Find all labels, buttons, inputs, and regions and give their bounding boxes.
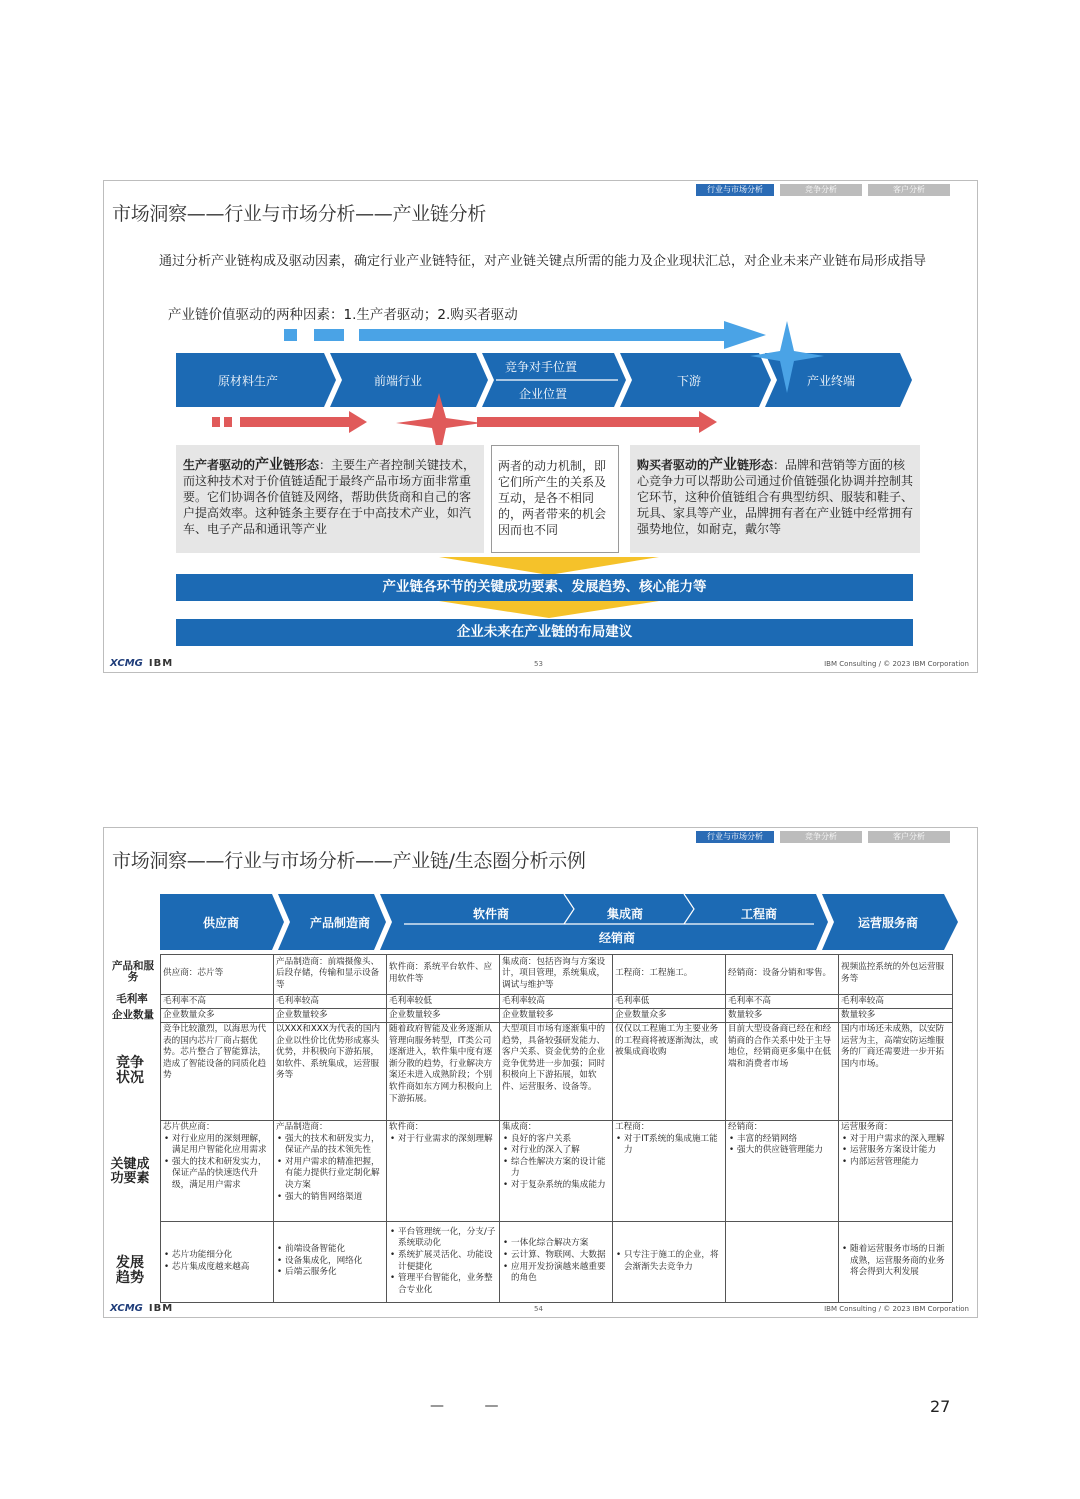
ksf-list bbox=[841, 1134, 949, 1169]
trend-item: • 芯片集成度越来越高 bbox=[163, 1262, 249, 1274]
header-software: 软件商 bbox=[473, 907, 510, 921]
trend-list bbox=[276, 1244, 362, 1279]
cell-count-4 bbox=[613, 1009, 724, 1021]
chain-company-position: 企业位置 bbox=[519, 387, 568, 401]
grid-vline bbox=[952, 954, 953, 1302]
xcmg-logo-text: XCMG bbox=[110, 658, 143, 669]
document-page-number: 27 bbox=[930, 1397, 951, 1416]
red-dash-2 bbox=[224, 417, 232, 427]
ksf-item: • 强大的销售网络渠道 bbox=[276, 1192, 383, 1204]
trend-item: • 一体化综合解决方案 bbox=[502, 1238, 609, 1250]
document-footer-dash: — — bbox=[430, 1398, 517, 1414]
cell-ksf-5-text: 经销商： bbox=[728, 1122, 763, 1132]
row-label-trends: 发展趋势 bbox=[116, 1255, 144, 1286]
header-manufacturer: 产品制造商 bbox=[310, 916, 371, 930]
ksf-list bbox=[389, 1134, 496, 1146]
producer-arrow-right bbox=[477, 411, 717, 433]
cell-ksf-0 bbox=[161, 1121, 272, 1220]
ksf-item: • 对行业应用的深刻理解，满足用户智能化应用需求 bbox=[163, 1134, 270, 1157]
ksf-item: • 对于用户需求的深入理解 bbox=[841, 1134, 949, 1146]
trend-list bbox=[389, 1227, 496, 1297]
cell-margin-1 bbox=[274, 995, 385, 1007]
ksf-item: • 对于IT系统的集成施工能力 bbox=[615, 1134, 722, 1157]
cell-ksf-6-text: 运营服务商： bbox=[841, 1122, 893, 1132]
tab-competition[interactable]: 竞争分析 bbox=[780, 831, 862, 843]
trend-item: • 随着运营服务市场的日渐成熟，运营服务商的业务将会得到大利发展 bbox=[841, 1244, 949, 1279]
ksf-list bbox=[276, 1134, 383, 1204]
ksf-item: • 对用户需求的精准把握，有能力提供行业定制化解决方案 bbox=[276, 1157, 383, 1192]
tab-industry-market[interactable]: 行业与市场分析 bbox=[696, 184, 774, 196]
slide-ecosystem-example bbox=[103, 827, 978, 1318]
cell-competition-2 bbox=[387, 1023, 498, 1119]
cell-ksf-6 bbox=[839, 1121, 951, 1220]
ksf-item: • 强大的技术和研发实力，保证产品的技术领先性 bbox=[276, 1134, 383, 1157]
cell-count-0 bbox=[161, 1009, 272, 1021]
funnel-2 bbox=[439, 601, 659, 618]
cell-competition-0-text: 竞争比较激烈，以海思为代表的国内芯片厂商占据优势。芯片整合了智能算法，造成了智能设备的同质化趋势 bbox=[163, 1024, 267, 1081]
cell-products-4-text: 工程商：工程施工。 bbox=[615, 968, 693, 979]
producer-title-a: 生产者驱动的 bbox=[183, 458, 256, 472]
cell-count-6-text: 数量较多 bbox=[841, 1010, 876, 1020]
cell-products-4 bbox=[613, 955, 724, 993]
cell-trend-3 bbox=[500, 1222, 611, 1301]
cell-competition-0 bbox=[161, 1023, 272, 1119]
cell-count-3-text: 企业数量较多 bbox=[502, 1010, 554, 1020]
chain-downstream: 下游 bbox=[677, 374, 702, 388]
cell-ksf-1 bbox=[274, 1121, 385, 1220]
buyer-arrow bbox=[359, 321, 766, 349]
trend-list bbox=[163, 1250, 249, 1273]
trend-item: • 平台管理统一化，分支/子系统联动化 bbox=[389, 1227, 496, 1250]
cell-margin-5 bbox=[726, 995, 837, 1007]
cell-trend-2 bbox=[387, 1222, 498, 1301]
cell-competition-5-text: 目前大型设备商已经在和经销商的合作关系中处于主导地位，经销商更多集中在低端和消费者市场 bbox=[728, 1024, 832, 1069]
cell-ksf-5 bbox=[726, 1121, 837, 1220]
ksf-item: • 综合性解决方案的设计能力 bbox=[502, 1157, 609, 1180]
cell-ksf-2-text: 软件商： bbox=[389, 1122, 424, 1132]
ksf-list bbox=[163, 1134, 270, 1192]
chain-terminal: 产业终端 bbox=[807, 374, 856, 388]
cell-products-3-text: 集成商：包括咨询与方案设计，项目管理，系统集成，调试与维护等 bbox=[502, 956, 606, 990]
trend-item: • 芯片功能细分化 bbox=[163, 1250, 249, 1262]
cell-products-6 bbox=[839, 955, 951, 993]
cell-count-2-text: 企业数量较多 bbox=[389, 1010, 441, 1020]
cell-ksf-0-text: 芯片供应商： bbox=[163, 1122, 215, 1132]
header-integrator: 集成商 bbox=[607, 907, 644, 921]
tab-industry-market[interactable]: 行业与市场分析 bbox=[696, 831, 774, 843]
producer-text: ：主要生产者控制关键技术，而这种技术对于价值链适配于最终产品市场方面非常重要。它们协调各价值链及网络，帮助供货商和自己的客户提高效率。这种链条主要存在于中高技术产业，如汽车、电子产品和通讯等产业 bbox=[183, 458, 476, 536]
cell-competition-4-text: 仅仅以工程施工为主要业务的工程商将被逐渐淘汰，或被集成商收购 bbox=[615, 1024, 719, 1058]
trend-item: • 后端云服务化 bbox=[276, 1267, 362, 1279]
trend-list bbox=[502, 1238, 609, 1284]
cell-competition-1 bbox=[274, 1023, 385, 1119]
cell-products-1-text: 产品制造商：前端摄像头、后段存储，传输和显示设备等 bbox=[276, 956, 380, 990]
chain-competitor-position: 竞争对手位置 bbox=[505, 360, 578, 374]
chain-front-industry: 前端行业 bbox=[374, 374, 423, 388]
slide-title: 市场洞察——行业与市场分析——产业链分析 bbox=[112, 203, 487, 225]
cell-count-1-text: 企业数量较多 bbox=[276, 1010, 328, 1020]
funnel-1 bbox=[439, 557, 659, 575]
buyer-text: ：品牌和营销等方面的核心竞争力可以帮助公司通过价值链强化协调并控制其它环节，这种价值链组合有典型纺织、服装和鞋子、玩具、家具等产业，品牌拥有者在产业链中经常拥有强势地位，如耐克，戴尔等 bbox=[637, 458, 914, 536]
cell-products-2 bbox=[387, 955, 498, 993]
tab-customer[interactable]: 客户分析 bbox=[868, 184, 950, 196]
trend-item: • 前端设备智能化 bbox=[276, 1244, 362, 1256]
cell-competition-2-text: 随着政府智能及业务逐渐从管理向服务转型，IT类公司逐渐进入，软件集中度有逐渐分散的趋势，行业解决方案还未进入成熟阶段；个别软件商如东方网力积极向上下游拓展。 bbox=[389, 1024, 493, 1104]
trend-list bbox=[615, 1250, 722, 1273]
copyright: IBM Consulting / © 2023 IBM Corporation bbox=[824, 1305, 969, 1313]
slide-title: 市场洞察——行业与市场分析——产业链/生态圈分析示例 bbox=[112, 850, 586, 872]
ksf-item: • 强大的技术和研发实力，保证产品的快速迭代升级，满足用户需求 bbox=[163, 1157, 270, 1192]
top-dash-1 bbox=[284, 329, 297, 341]
cell-products-0-text: 供应商：芯片等 bbox=[163, 968, 224, 979]
cell-margin-6-text: 毛利率较高 bbox=[841, 996, 884, 1006]
cell-competition-5 bbox=[726, 1023, 837, 1119]
cell-competition-6 bbox=[839, 1023, 951, 1119]
cell-margin-0 bbox=[161, 995, 272, 1007]
tab-competition[interactable]: 竞争分析 bbox=[780, 184, 862, 196]
cell-margin-2-text: 毛利率较低 bbox=[389, 996, 432, 1006]
slide-page-number: 53 bbox=[534, 660, 543, 668]
trend-item: • 应用开发扮演越来越重要的角色 bbox=[502, 1262, 609, 1285]
cell-products-5 bbox=[726, 955, 837, 993]
cell-competition-1-text: 以XXX和XXX为代表的国内企业以性价比优势形成寡头优势，并积极向下游拓展，如软件、系统集成，运营服务等 bbox=[276, 1024, 381, 1081]
cell-ksf-4 bbox=[613, 1121, 724, 1220]
drivers-text: 产业链价值驱动的两种因素：1.生产者驱动；2.购买者驱动 bbox=[168, 307, 518, 323]
intro-text: 通过分析产业链构成及驱动因素，确定行业产业链特征，对产业链关键点所需的能力及企业现状汇总，对企业未来产业链布局形成指导 bbox=[159, 254, 927, 269]
ksf-list bbox=[502, 1134, 609, 1192]
middle-box: 两者的动力机制，即它们所产生的关系及互动，是各不相同的，两者带来的机会因而也不同 bbox=[491, 445, 619, 553]
ksf-list bbox=[615, 1134, 722, 1157]
trend-list bbox=[841, 1244, 949, 1279]
cell-margin-2 bbox=[387, 995, 498, 1007]
cell-count-4-text: 企业数量众多 bbox=[615, 1010, 667, 1020]
row-label-products: 产品和服务 bbox=[112, 960, 154, 984]
cell-competition-6-text: 国内市场还未成熟，以安防运营为主，高端安防运维服务的厂商还需要进一步开拓国内市场。 bbox=[841, 1024, 945, 1069]
red-dash-1 bbox=[212, 417, 220, 427]
row-label-count: 企业数量 bbox=[112, 1009, 154, 1021]
trend-item: • 管理平台智能化，业务整合专业化 bbox=[389, 1273, 496, 1296]
producer-title-c: 链形态 bbox=[283, 458, 320, 472]
ksf-item: • 良好的客户关系 bbox=[502, 1134, 609, 1146]
ksf-item: • 强大的供应链管理能力 bbox=[728, 1145, 835, 1157]
buyer-title-a: 购买者驱动的 bbox=[637, 458, 710, 472]
cell-margin-1-text: 毛利率较高 bbox=[276, 996, 319, 1006]
banner-key-factors: 产业链各环节的关键成功要素、发展趋势、核心能力等 bbox=[176, 574, 913, 601]
cell-products-5-text: 经销商：设备分销和零售。 bbox=[728, 968, 832, 979]
cell-products-1 bbox=[274, 955, 385, 993]
ksf-item: • 对于行业需求的深刻理解 bbox=[389, 1134, 496, 1146]
cell-margin-4 bbox=[613, 995, 724, 1007]
cell-products-3 bbox=[500, 955, 611, 993]
cell-margin-3 bbox=[500, 995, 611, 1007]
cell-competition-4 bbox=[613, 1023, 724, 1119]
xcmg-logo bbox=[110, 658, 173, 669]
tab-customer[interactable]: 客户分析 bbox=[868, 831, 950, 843]
buyer-title-b: 产业 bbox=[709, 457, 738, 473]
row-label-competition: 竞争状况 bbox=[116, 1055, 144, 1086]
cell-margin-5-text: 毛利率不高 bbox=[728, 996, 771, 1006]
cell-count-6 bbox=[839, 1009, 951, 1021]
buyer-driven-box bbox=[630, 445, 920, 553]
ksf-item: • 丰富的经销网络 bbox=[728, 1134, 835, 1146]
cell-margin-0-text: 毛利率不高 bbox=[163, 996, 206, 1006]
cell-count-3 bbox=[500, 1009, 611, 1021]
cell-products-0 bbox=[161, 955, 272, 993]
header-engineering: 工程商 bbox=[741, 907, 778, 921]
cell-competition-3 bbox=[500, 1023, 611, 1119]
cell-competition-3-text: 大型项目市场有逐渐集中的趋势，具备较强研发能力、客户关系、资金优势的企业竞争优势进一步加强；同时积极向上下游拓展，如软件、运营服务、设备等。 bbox=[502, 1024, 606, 1092]
producer-driven-box bbox=[176, 445, 484, 553]
header-supplier: 供应商 bbox=[203, 916, 240, 930]
cell-trend-1 bbox=[274, 1222, 385, 1301]
ibm-logo: IBM bbox=[148, 658, 174, 669]
trend-item: • 设备集成化，网络化 bbox=[276, 1256, 362, 1268]
grid-hline bbox=[160, 1302, 952, 1303]
cell-margin-4-text: 毛利率低 bbox=[615, 996, 650, 1006]
cell-products-6-text: 视频监控系统的外包运营服务等 bbox=[841, 962, 945, 984]
cell-count-5-text: 数量较多 bbox=[728, 1010, 763, 1020]
chain-raw-material: 原材料生产 bbox=[218, 374, 279, 388]
cell-margin-3-text: 毛利率较高 bbox=[502, 996, 545, 1006]
cell-trend-0 bbox=[161, 1222, 272, 1301]
copyright: IBM Consulting / © 2023 IBM Corporation bbox=[824, 660, 969, 668]
cell-trend-6 bbox=[839, 1222, 951, 1301]
producer-arrow-left bbox=[240, 411, 367, 433]
cell-ksf-3-text: 集成商： bbox=[502, 1122, 537, 1132]
cell-ksf-2 bbox=[387, 1121, 498, 1220]
cell-count-2 bbox=[387, 1009, 498, 1021]
cell-count-1 bbox=[274, 1009, 385, 1021]
header-distributor: 经销商 bbox=[599, 931, 636, 945]
trend-item: • 只专注于施工的企业，将会渐渐失去竞争力 bbox=[615, 1250, 722, 1273]
slide-page-number: 54 bbox=[534, 1305, 543, 1313]
ibm-logo: IBM bbox=[148, 1303, 174, 1314]
top-dash-2 bbox=[314, 329, 344, 341]
cell-trend-5 bbox=[726, 1222, 837, 1301]
ksf-item: • 运营服务方案设计能力 bbox=[841, 1145, 949, 1157]
buyer-title-c: 链形态 bbox=[737, 458, 774, 472]
header-operator: 运营服务商 bbox=[858, 916, 919, 930]
trend-item: • 系统扩展灵活化、功能设计便捷化 bbox=[389, 1250, 496, 1273]
cell-ksf-3 bbox=[500, 1121, 611, 1220]
xcmg-logo-text: XCMG bbox=[110, 1303, 143, 1314]
cell-margin-6 bbox=[839, 995, 951, 1007]
ksf-item: • 内部运营管理能力 bbox=[841, 1157, 949, 1169]
row-label-margin: 毛利率 bbox=[116, 993, 148, 1005]
cell-trend-4 bbox=[613, 1222, 724, 1301]
xcmg-logo bbox=[110, 1303, 173, 1314]
ksf-list bbox=[728, 1134, 835, 1157]
slide-industry-chain bbox=[103, 180, 978, 673]
cell-products-2-text: 软件商：系统平台软件、应用软件等 bbox=[389, 962, 493, 984]
cell-ksf-1-text: 产品制造商： bbox=[276, 1122, 328, 1132]
producer-title-b: 产业 bbox=[255, 457, 284, 473]
banner-future-layout: 企业未来在产业链的布局建议 bbox=[176, 619, 913, 646]
trend-item: • 云计算、物联网、大数据 bbox=[502, 1250, 609, 1262]
ksf-item: • 对行业的深入了解 bbox=[502, 1145, 609, 1157]
cell-ksf-4-text: 工程商： bbox=[615, 1122, 650, 1132]
row-label-ksf: 关键成功要素 bbox=[110, 1157, 150, 1186]
cell-count-0-text: 企业数量众多 bbox=[163, 1010, 215, 1020]
cell-count-5 bbox=[726, 1009, 837, 1021]
ksf-item: • 对于复杂系统的集成能力 bbox=[502, 1180, 609, 1192]
